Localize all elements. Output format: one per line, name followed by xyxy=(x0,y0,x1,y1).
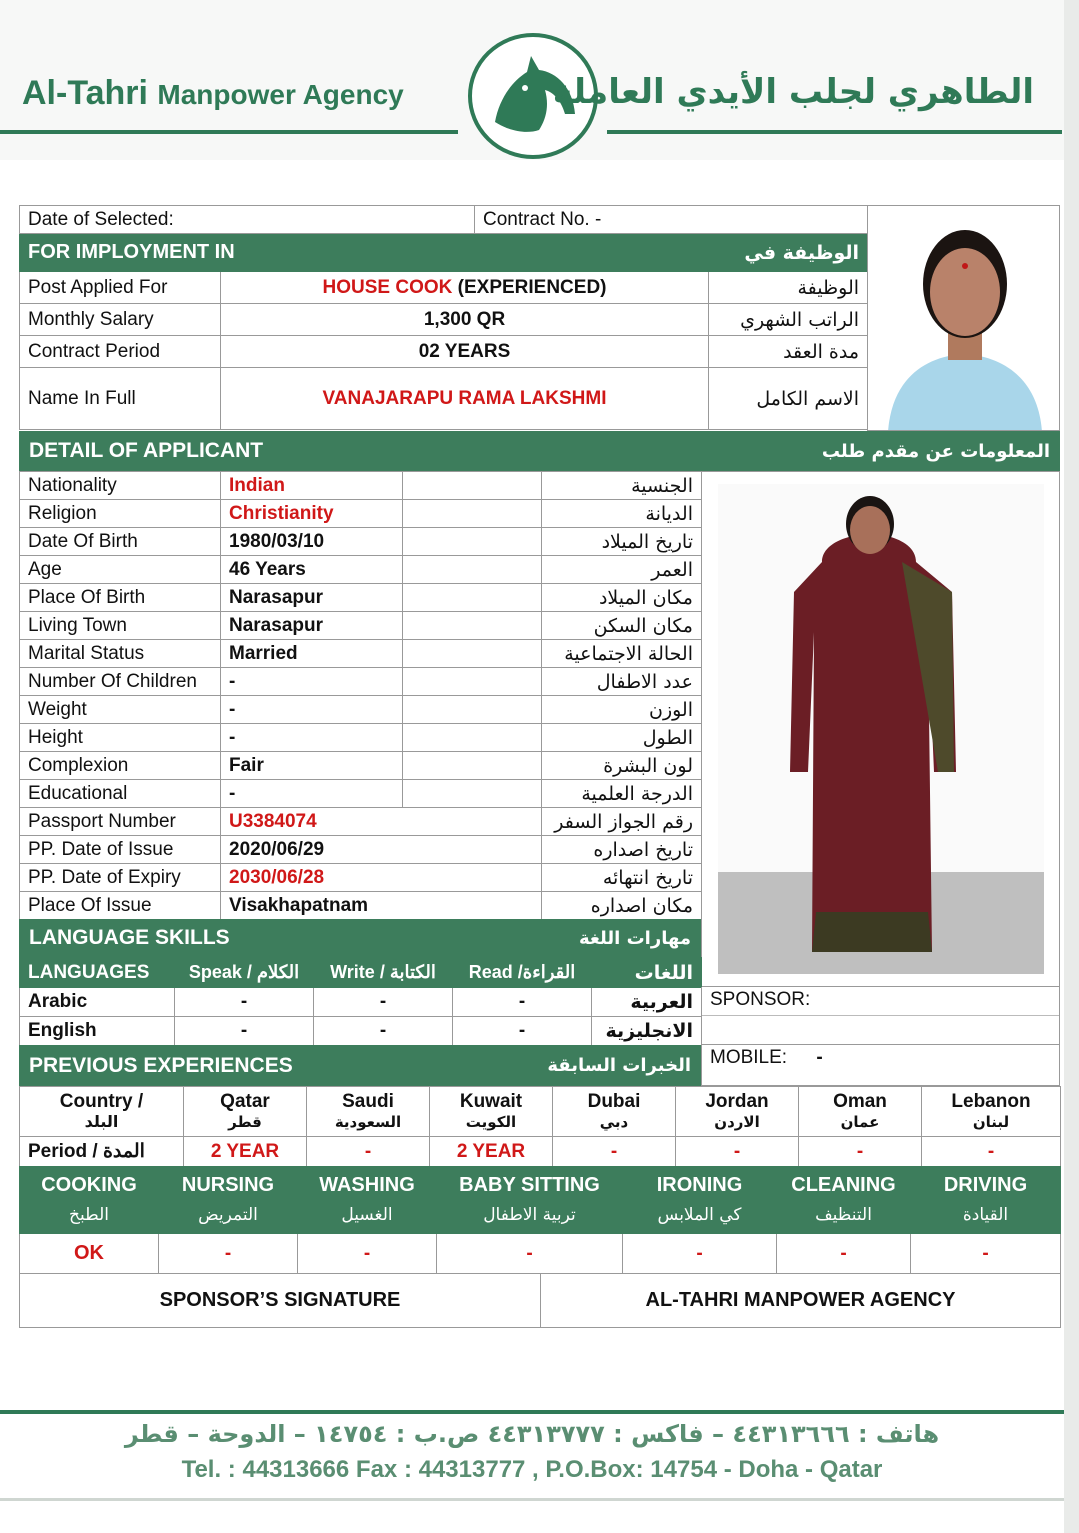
skill-value: - xyxy=(159,1234,298,1274)
applicant-field-blank xyxy=(403,752,542,780)
skill-name: COOKING xyxy=(41,1174,137,1196)
country-label-en: Country / xyxy=(59,1090,144,1112)
applicant-row xyxy=(20,584,702,612)
applicant-field-value: Visakhapatnam xyxy=(221,892,542,920)
skill-name-ar: التنظيف xyxy=(815,1205,872,1225)
applicant-field-label: PP. Date of Expiry xyxy=(20,864,221,892)
skill-value: - xyxy=(623,1234,777,1274)
agency-name-part1: Al-Tahri xyxy=(22,74,148,112)
applicant-field-value: Married xyxy=(221,640,403,668)
country-cell xyxy=(307,1087,430,1137)
applicant-row xyxy=(20,836,702,864)
applicant-field-value: 46 Years xyxy=(221,556,403,584)
applicant-row xyxy=(20,864,702,892)
lang-header-write: Write / الكتابة xyxy=(314,958,453,988)
applicant-row xyxy=(20,528,702,556)
skill-header xyxy=(298,1167,437,1234)
letterhead xyxy=(0,0,1064,160)
header-rule-right xyxy=(607,130,1062,134)
lang-arabic-write: - xyxy=(314,988,453,1017)
applicant-field-value: - xyxy=(221,668,403,696)
full-name-value: VANAJARAPU RAMA LAKSHMI xyxy=(221,368,709,430)
applicant-row xyxy=(20,472,702,500)
applicant-title: DETAIL OF APPLICANT xyxy=(29,439,264,462)
applicant-field-value: - xyxy=(221,724,403,752)
skill-name-ar: تربية الاطفال xyxy=(483,1205,576,1225)
language-title: LANGUAGE SKILLS xyxy=(29,926,230,949)
applicant-field-value: - xyxy=(221,780,403,808)
applicant-row xyxy=(20,640,702,668)
country-name: Jordan xyxy=(705,1090,769,1112)
applicant-field-value: Narasapur xyxy=(221,612,403,640)
country-name: Dubai xyxy=(587,1090,641,1112)
signature-table xyxy=(19,1273,1061,1328)
post-title: HOUSE COOK xyxy=(322,276,453,298)
applicant-field-blank xyxy=(403,500,542,528)
applicant-row xyxy=(20,668,702,696)
lang-english-read: - xyxy=(453,1017,592,1046)
applicant-field-label: Date Of Birth xyxy=(20,528,221,556)
country-name: Lebanon xyxy=(951,1090,1031,1112)
country-name-ar: الاردن xyxy=(714,1112,760,1131)
applicant-field-blank xyxy=(403,612,542,640)
applicant-field-label: Educational xyxy=(20,780,221,808)
applicant-field-label-ar: تاريخ الميلاد xyxy=(542,528,702,556)
salary-label: Monthly Salary xyxy=(20,304,221,336)
language-table xyxy=(19,957,702,1046)
footer-contact-en: Tel. : 44313666 Fax : 44313777 , P.O.Box: 14754 - Doha - Qatar xyxy=(181,1456,883,1483)
country-name: Qatar xyxy=(220,1090,270,1112)
experience-table xyxy=(19,1086,1061,1167)
country-name-ar: دبي xyxy=(599,1112,629,1131)
applicant-row xyxy=(20,892,702,920)
employment-title: FOR IMPLOYMENT IN xyxy=(20,234,475,272)
applicant-field-label-ar: تاريخ اصداره xyxy=(542,836,702,864)
mobile-value: - xyxy=(816,1047,823,1068)
applicant-field-label: PP. Date of Issue xyxy=(20,836,221,864)
post-qualifier: (EXPERIENCED) xyxy=(457,276,607,298)
applicant-field-label-ar: مكان اصداره xyxy=(542,892,702,920)
applicant-field-label: Place Of Birth xyxy=(20,584,221,612)
applicant-field-value: Indian xyxy=(221,472,403,500)
applicant-row xyxy=(20,696,702,724)
agency-signature: AL-TAHRI MANPOWER AGENCY xyxy=(541,1274,1061,1328)
country-period: - xyxy=(553,1137,676,1167)
lang-arabic-ar: العربية xyxy=(592,988,702,1017)
applicant-row xyxy=(20,724,702,752)
date-selected-label: Date of Selected: xyxy=(20,206,475,234)
applicant-field-blank xyxy=(403,528,542,556)
skill-header xyxy=(623,1167,777,1234)
contract-number-value: - xyxy=(594,208,602,230)
applicant-field-label-ar: الدرجة العلمية xyxy=(542,780,702,808)
agency-name-ar: الطاهري لجلب الأيدي العاملة xyxy=(552,72,1034,112)
applicant-row xyxy=(20,556,702,584)
applicant-field-label-ar: رقم الجواز السفر xyxy=(542,808,702,836)
skill-name: NURSING xyxy=(181,1174,275,1196)
country-cell xyxy=(553,1087,676,1137)
lang-english-ar: الانجليزية xyxy=(592,1017,702,1046)
skill-value: OK xyxy=(20,1234,159,1274)
agency-name-en xyxy=(22,74,404,113)
salary-label-ar: الراتب الشهري xyxy=(709,304,868,336)
country-label xyxy=(20,1087,184,1137)
lang-english-speak: - xyxy=(175,1017,314,1046)
skill-header xyxy=(159,1167,298,1234)
applicant-field-label: Weight xyxy=(20,696,221,724)
experience-title: PREVIOUS EXPERIENCES xyxy=(29,1053,293,1077)
applicant-field-label: Number Of Children xyxy=(20,668,221,696)
page-edge xyxy=(1064,0,1079,1533)
contract-period-label: Contract Period xyxy=(20,336,221,368)
sponsor-label: SPONSOR: xyxy=(702,987,1059,1016)
country-cell xyxy=(184,1087,307,1137)
skill-name: BABY SITTING xyxy=(459,1174,600,1196)
experience-section-header xyxy=(19,1045,701,1086)
salary-value: 1,300 QR xyxy=(221,304,709,336)
applicant-row xyxy=(20,612,702,640)
applicant-field-value: 2030/06/28 xyxy=(221,864,542,892)
applicant-row xyxy=(20,752,702,780)
skills-table xyxy=(19,1166,1061,1274)
mobile-label: MOBILE: xyxy=(710,1047,788,1068)
applicant-field-label-ar: الديانة xyxy=(542,500,702,528)
country-name-ar: لبنان xyxy=(972,1112,1010,1131)
country-period: - xyxy=(922,1137,1061,1167)
applicant-field-label-ar: الحالة الاجتماعية xyxy=(542,640,702,668)
contract-period-value: 02 YEARS xyxy=(221,336,709,368)
country-cell xyxy=(922,1087,1061,1137)
post-value xyxy=(221,272,709,304)
full-length-photo xyxy=(701,471,1060,987)
sponsor-signature: SPONSOR’S SIGNATURE xyxy=(20,1274,541,1328)
skill-value: - xyxy=(777,1234,911,1274)
period-label: Period / المدة xyxy=(20,1137,184,1167)
applicant-field-label: Living Town xyxy=(20,612,221,640)
applicant-field-label: Height xyxy=(20,724,221,752)
contract-number xyxy=(475,206,868,234)
applicant-field-label: Complexion xyxy=(20,752,221,780)
lang-english: English xyxy=(20,1017,175,1046)
experience-title-ar: الخبرات السابقة xyxy=(547,1055,691,1076)
country-name-ar: السعودية xyxy=(334,1112,402,1131)
lang-header-speak: Speak / الكلام xyxy=(175,958,314,988)
footer-rule xyxy=(0,1410,1064,1414)
lang-arabic: Arabic xyxy=(20,988,175,1017)
country-name-ar: عمان xyxy=(840,1112,880,1131)
country-name: Saudi xyxy=(342,1090,394,1112)
language-section-header xyxy=(19,919,701,957)
applicant-field-blank xyxy=(403,780,542,808)
applicant-field-blank xyxy=(403,584,542,612)
skill-name: CLEANING xyxy=(791,1174,896,1196)
sponsor-box xyxy=(701,987,1060,1045)
applicant-field-blank xyxy=(403,724,542,752)
applicant-field-blank xyxy=(403,472,542,500)
applicant-field-value: Christianity xyxy=(221,500,403,528)
applicant-field-value: Fair xyxy=(221,752,403,780)
country-cell xyxy=(799,1087,922,1137)
footer-bottom-rule xyxy=(0,1498,1064,1501)
applicant-field-label: Age xyxy=(20,556,221,584)
applicant-field-label: Nationality xyxy=(20,472,221,500)
country-name: Kuwait xyxy=(459,1090,523,1112)
applicant-field-label-ar: تاريخ انتهائه xyxy=(542,864,702,892)
lang-header-languages: LANGUAGES xyxy=(20,958,175,988)
passport-photo xyxy=(867,205,1060,431)
applicant-field-label: Religion xyxy=(20,500,221,528)
skill-value: - xyxy=(298,1234,437,1274)
applicant-field-blank xyxy=(403,696,542,724)
skill-header xyxy=(437,1167,623,1234)
country-period: - xyxy=(676,1137,799,1167)
skill-name: DRIVING xyxy=(943,1174,1028,1196)
applicant-field-blank xyxy=(403,556,542,584)
applicant-field-value: - xyxy=(221,696,403,724)
country-period: - xyxy=(307,1137,430,1167)
applicant-field-label-ar: الوزن xyxy=(542,696,702,724)
skill-name-ar: الغسيل xyxy=(341,1205,393,1225)
applicant-row xyxy=(20,808,702,836)
applicant-field-value: 1980/03/10 xyxy=(221,528,403,556)
applicant-field-value: Narasapur xyxy=(221,584,403,612)
applicant-title-ar: المعلومات عن مقدم طلب xyxy=(821,440,1050,462)
language-title-ar: مهارات اللغة xyxy=(578,927,691,949)
lang-arabic-read: - xyxy=(453,988,592,1017)
applicant-field-label: Passport Number xyxy=(20,808,221,836)
country-name: Oman xyxy=(833,1090,887,1112)
skill-header xyxy=(20,1167,159,1234)
applicant-field-label-ar: العمر xyxy=(542,556,702,584)
header-rule-left xyxy=(0,130,458,134)
mobile-box xyxy=(701,1045,1060,1086)
skill-name-ar: القيادة xyxy=(962,1205,1009,1225)
contract-number-label: Contract No. xyxy=(483,208,590,230)
country-name-ar: الكويت xyxy=(465,1112,517,1131)
applicant-row xyxy=(20,780,702,808)
skill-name-ar: التمريض xyxy=(198,1205,258,1225)
country-period: 2 YEAR xyxy=(430,1137,553,1167)
lang-english-write: - xyxy=(314,1017,453,1046)
lang-header-read: Read /القراءة xyxy=(453,958,592,988)
applicant-field-label-ar: الجنسية xyxy=(542,472,702,500)
applicant-field-label-ar: مكان السكن xyxy=(542,612,702,640)
skill-name-ar: كي الملابس xyxy=(657,1205,742,1225)
country-period: 2 YEAR xyxy=(184,1137,307,1167)
applicant-field-label-ar: عدد الاطفال xyxy=(542,668,702,696)
skill-header xyxy=(911,1167,1061,1234)
applicant-field-label-ar: الطول xyxy=(542,724,702,752)
skill-header xyxy=(777,1167,911,1234)
applicant-details-table xyxy=(19,471,702,920)
agency-name-part2: Manpower Agency xyxy=(157,79,404,110)
applicant-field-label: Marital Status xyxy=(20,640,221,668)
full-name-label: Name In Full xyxy=(20,368,221,430)
post-label: Post Applied For xyxy=(20,272,221,304)
applicant-field-label-ar: لون البشرة xyxy=(542,752,702,780)
employment-title-ar: الوظيفة في xyxy=(475,234,868,272)
applicant-section-header xyxy=(19,431,1060,471)
applicant-field-label: Place Of Issue xyxy=(20,892,221,920)
applicant-row xyxy=(20,500,702,528)
applicant-field-value: U3384074 xyxy=(221,808,542,836)
skill-name: IRONING xyxy=(656,1174,743,1196)
country-period: - xyxy=(799,1137,922,1167)
skill-name-ar: الطبخ xyxy=(69,1205,109,1225)
skill-value: - xyxy=(437,1234,623,1274)
applicant-field-blank xyxy=(403,640,542,668)
applicant-field-label-ar: مكان الميلاد xyxy=(542,584,702,612)
country-cell xyxy=(430,1087,553,1137)
footer-contact-ar: هاتف : ٤٤٣١٣٦٦٦ – فاكس : ٤٤٣١٣٧٧٧ ص.ب : ١٤٧٥٤ – الدوحة – قطر xyxy=(124,1420,940,1448)
post-label-ar: الوظيفة xyxy=(709,272,868,304)
country-label-ar: البلد xyxy=(84,1111,119,1131)
lang-header-ar: اللغات xyxy=(592,958,702,988)
employment-table xyxy=(19,205,868,430)
skill-value: - xyxy=(911,1234,1061,1274)
full-name-label-ar: الاسم الكامل xyxy=(709,368,868,430)
country-cell xyxy=(676,1087,799,1137)
applicant-field-value: 2020/06/29 xyxy=(221,836,542,864)
applicant-field-blank xyxy=(403,668,542,696)
skill-name: WASHING xyxy=(319,1174,415,1196)
lang-arabic-speak: - xyxy=(175,988,314,1017)
contract-period-label-ar: مدة العقد xyxy=(709,336,868,368)
country-name-ar: قطر xyxy=(228,1112,262,1131)
